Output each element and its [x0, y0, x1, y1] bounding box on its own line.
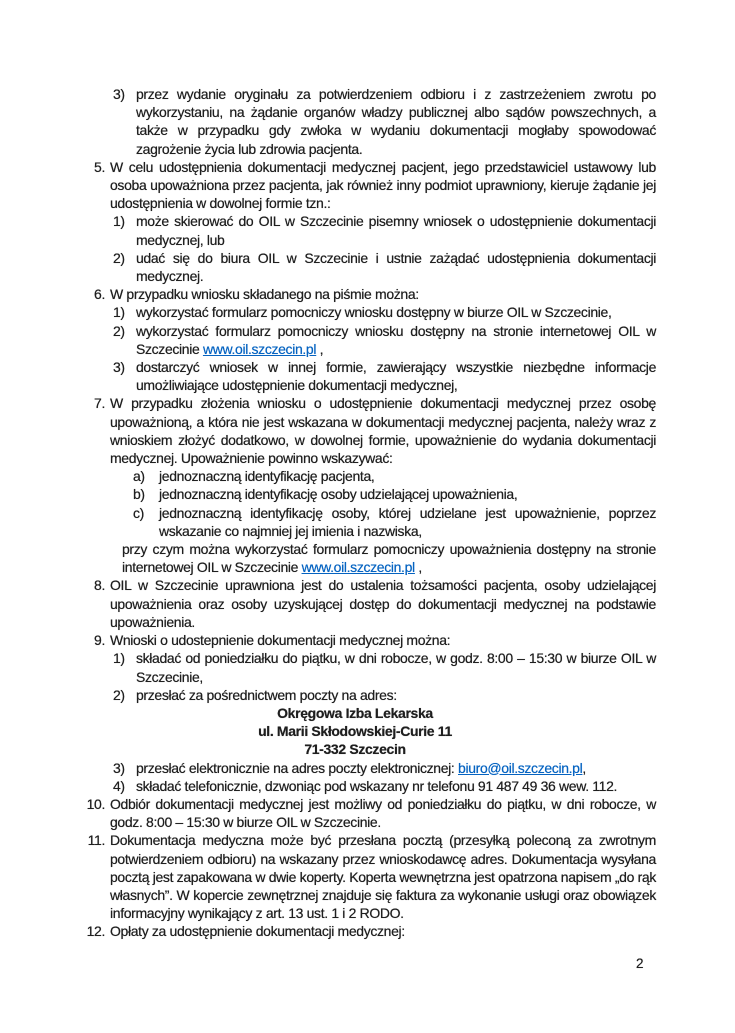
- item-text: może skierować do OIL w Szczecinie pisemny wniosek o udostępnienie dokumentacji medycznej, lub: [136, 213, 656, 248]
- list-marker: c): [133, 504, 144, 521]
- list-item-1-2: [113, 212, 735, 248]
- list-marker: 2): [113, 249, 125, 266]
- list-item-5-1: [80, 158, 735, 213]
- list-marker: 7.: [94, 395, 105, 412]
- list-item-2-6: [113, 322, 735, 358]
- list-item-2-16: [113, 686, 735, 704]
- item-text: Opłaty za udostępnienie dokumentacji medycznej:: [110, 923, 405, 940]
- item-text: udać się do biura OIL w Szczecinie i ustnie zażądać udostępnienia dokumentacji medycznej.: [136, 249, 656, 285]
- address-line-3: 71-332 Szczecin: [304, 741, 406, 758]
- link-www-oil-szczecin-pl[interactable]: www.oil.szczecin.pl: [202, 340, 317, 357]
- list-item-6-4: [80, 285, 735, 303]
- item-text: jednoznaczną identyfikację osoby, której udzielane jest upoważnienie, poprzez wskazanie co najmniej jej imienia i nazwiska,: [159, 504, 656, 539]
- item-text: W celu udostępnienia dokumentacji medycznej pacjent, jego przedstawiciel ustawowy lub osoba upoważniona przez pacjenta, jak również inny podmiot uprawniony, kieruje żądanie jej udostępnienia w dowolnej formie tzn.:: [110, 158, 656, 212]
- list-item-8-13: [80, 576, 735, 631]
- item-text: jednoznaczną identyfikację pacjenta,: [159, 468, 375, 485]
- list-marker: 4): [113, 777, 125, 794]
- address-block: [55, 704, 655, 759]
- list-item-1-5: [113, 303, 735, 321]
- item-text: przez wydanie oryginału za potwierdzeniem odbioru i z zastrzeżeniem zwrotu po wykorzystaniu, na żądanie organów władzy publicznej albo sądów powszechnych, a także w przypadku gdy zwłoka w wydaniu dokumentacji mogłaby spowodować zagrożenie życia lub zdrowia pacjenta.: [136, 86, 656, 157]
- item-text: składać od poniedziałku do piątku, w dni robocze, w godz. 8:00 – 15:30 w biurze OIL w Szczecinie,: [136, 650, 656, 685]
- item-text: wykorzystać formularz pomocniczy wniosku dostępny na stronie internetowej OIL w Szczecinie www.oil.szczecin.pl ,: [136, 322, 656, 357]
- page-number: 2: [636, 956, 644, 971]
- address-line-1: Okręgowa Izba Lekarska: [277, 704, 433, 721]
- list-item-7-8: [80, 394, 735, 467]
- list-item-9-14: [80, 631, 735, 649]
- list-marker: 1): [113, 650, 125, 667]
- item-text: Dokumentacja medyczna może być przesłana pocztą (przesyłką poleconą za zwrotnym potwierdzeniem odbioru) na wskazany przez wnioskodawcę adres. Dokumentacja wysyłana pocztą jest zapakowana w dwie koperty. Koperta wewnętrzna jest opatrzona napisem „do rąk własnych”. W kopercie zewnętrznej znajduje się faktura za wykonanie usługi oraz obowiązek informacyjny wynikający z art. 13 ust. 1 i 2 RODO.: [110, 832, 656, 922]
- list-item-11-21: [80, 831, 735, 922]
- item-text: OIL w Szczecinie uprawniona jest do ustalenia tożsamości pacjenta, osoby udzielającej upoważnienia oraz osoby uzyskującej dostęp do dokumentacji medycznej na podstawie upoważnienia.: [110, 577, 656, 630]
- item-text: Wnioski o udostepnienie dokumentacji medycznej można:: [110, 632, 451, 649]
- list-item-a-9: [133, 467, 735, 485]
- item-text: składać telefonicznie, dzwoniąc pod wskazany nr telefonu 91 487 49 36 wew. 112.: [136, 777, 618, 794]
- list-marker: 11.: [87, 832, 105, 849]
- list-item-b-10: [133, 485, 735, 503]
- link-biuro-oil-szczecin-pl[interactable]: biuro@oil.szczecin.pl: [458, 759, 583, 776]
- continuation-paragraph-12: [122, 540, 735, 576]
- list-item-2-3: [113, 249, 735, 285]
- item-text: jednoznaczną identyfikację osoby udzielającej upoważnienia,: [159, 486, 518, 503]
- item-text: Odbiór dokumentacji medycznej jest możliwy od poniedziałku do piątku, w dni robocze, w godz. 8:00 – 15:30 w biurze OIL w Szczecinie.: [110, 795, 656, 831]
- list-item-3-0: [113, 85, 735, 158]
- list-marker: 8.: [94, 577, 105, 594]
- list-item-1-15: [113, 649, 735, 685]
- item-text: W przypadku złożenia wniosku o udostępnienie dokumentacji medycznej przez osobę upoważnioną, a która nie jest wskazana w dokumentacji medycznej pacjenta, należy wraz z wnioskiem złożyć dodatkowo, w dowolnej formie, upoważnienie do wydania dokumentacji medycznej. Upoważnienie powinno wskazywać:: [110, 395, 656, 467]
- address-line-2: ul. Marii Skłodowskiej-Curie 11: [258, 723, 452, 740]
- list-marker: 1): [113, 304, 125, 321]
- list-marker: 5.: [94, 158, 105, 175]
- list-marker: 3): [113, 86, 125, 102]
- item-text: wykorzystać formularz pomocniczy wniosku dostępny w biurze OIL w Szczecinie,: [136, 304, 612, 321]
- list-marker: b): [133, 486, 145, 503]
- item-text: dostarczyć wniosek w innej formie, zawierający wszystkie niezbędne informacje umożliwiające udostępnienie dokumentacji medycznej,: [136, 359, 656, 394]
- item-text: przesłać elektronicznie na adres poczty elektronicznej: biuro@oil.szczecin.pl,: [136, 759, 586, 776]
- item-text: przy czym można wykorzystać formularz pomocniczy upoważnienia dostępny na stronie internetowej OIL w Szczecinie www.oil.szczecin.pl ,: [122, 541, 656, 576]
- list-marker: a): [133, 468, 145, 485]
- link-www-oil-szczecin-pl[interactable]: www.oil.szczecin.pl: [301, 559, 415, 576]
- item-text: przesłać za pośrednictwem poczty na adres:: [136, 686, 397, 703]
- item-text: W przypadku wniosku składanego na piśmie można:: [110, 286, 419, 303]
- list-marker: 3): [113, 359, 125, 376]
- list-marker: 9.: [94, 632, 105, 649]
- list-marker: 10.: [86, 795, 105, 812]
- list-item-c-11: [133, 504, 735, 540]
- list-item-3-18: [113, 759, 735, 777]
- list-item-10-20: [80, 795, 735, 831]
- list-item-12-22: [80, 922, 735, 940]
- list-item-3-7: [113, 358, 735, 394]
- document-content: [0, 85, 735, 941]
- list-marker: 2): [113, 686, 125, 703]
- list-marker: 6.: [94, 286, 105, 303]
- list-item-4-19: [113, 777, 735, 795]
- list-marker: 3): [113, 759, 125, 776]
- list-marker: 2): [113, 322, 125, 339]
- list-marker: 1): [113, 213, 125, 230]
- list-marker: 12.: [86, 923, 105, 940]
